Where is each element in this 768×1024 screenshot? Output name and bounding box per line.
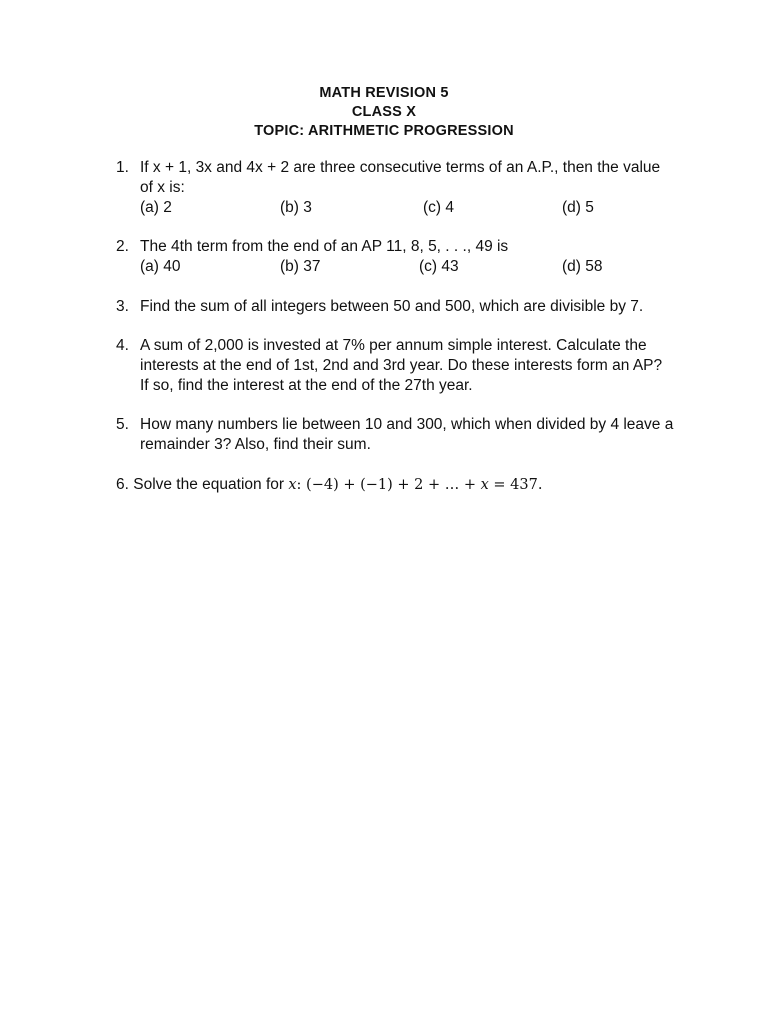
option-a: (a) 2 [140,199,172,216]
question-line: How many numbers lie between 10 and 300, which when divided by 4 leave a [140,416,674,433]
question-number: 4. [116,337,129,354]
option-b: (b) 3 [280,199,312,216]
question-number: 2. [116,238,129,255]
option-c: (c) 4 [423,199,454,216]
question-line: If x + 1, 3x and 4x + 2 are three consecutive terms of an A.P., then the value [140,159,661,176]
equation [288,477,542,493]
question-line: remainder 3? Also, find their sum. [140,436,371,453]
question-line: If so, find the interest at the end of the 27th year. [140,377,473,394]
question-number: 3. [116,298,129,315]
option-d: (d) 58 [562,258,603,275]
question-text [140,158,676,218]
question-number: 1. [116,159,129,176]
question-line: interests at the end of 1st, 2nd and 3rd year. Do these interests form an AP? [140,357,663,374]
equation-body: (−4) + (−1) + 2 + … + [301,477,481,493]
option-d: (d) 5 [562,199,594,216]
question-line: of x is: [140,179,185,196]
question-text [140,297,676,317]
equation-variable: x [480,477,489,493]
question-number: 5. [116,416,129,433]
question-line: The 4th term from the end of an AP 11, 8, 5, . . ., 49 is [140,238,509,255]
question-text [140,237,676,277]
question-6 [116,475,542,495]
option-a: (a) 40 [140,258,181,275]
worksheet-topic: TOPIC: ARITHMETIC PROGRESSION [254,123,514,139]
question-line: Find the sum of all integers between 50 and 500, which are divisible by 7. [140,298,644,315]
worksheet-title: MATH REVISION 5 [319,85,449,101]
worksheet-header [0,84,768,141]
answer-options [140,198,660,218]
option-c: (c) 43 [419,258,459,275]
option-b: (b) 37 [280,258,321,275]
equation-variable: x [288,477,297,493]
answer-options [140,257,660,277]
question-text [140,415,676,455]
equation-colon: : [296,477,302,493]
question-text [140,336,676,396]
question-line: A sum of 2,000 is invested at 7% per annum simple interest. Calculate the [140,337,647,354]
equation-result: = 437. [488,477,543,493]
question-6-prefix: 6. Solve the equation for [116,476,289,493]
worksheet-class: CLASS X [351,104,417,120]
